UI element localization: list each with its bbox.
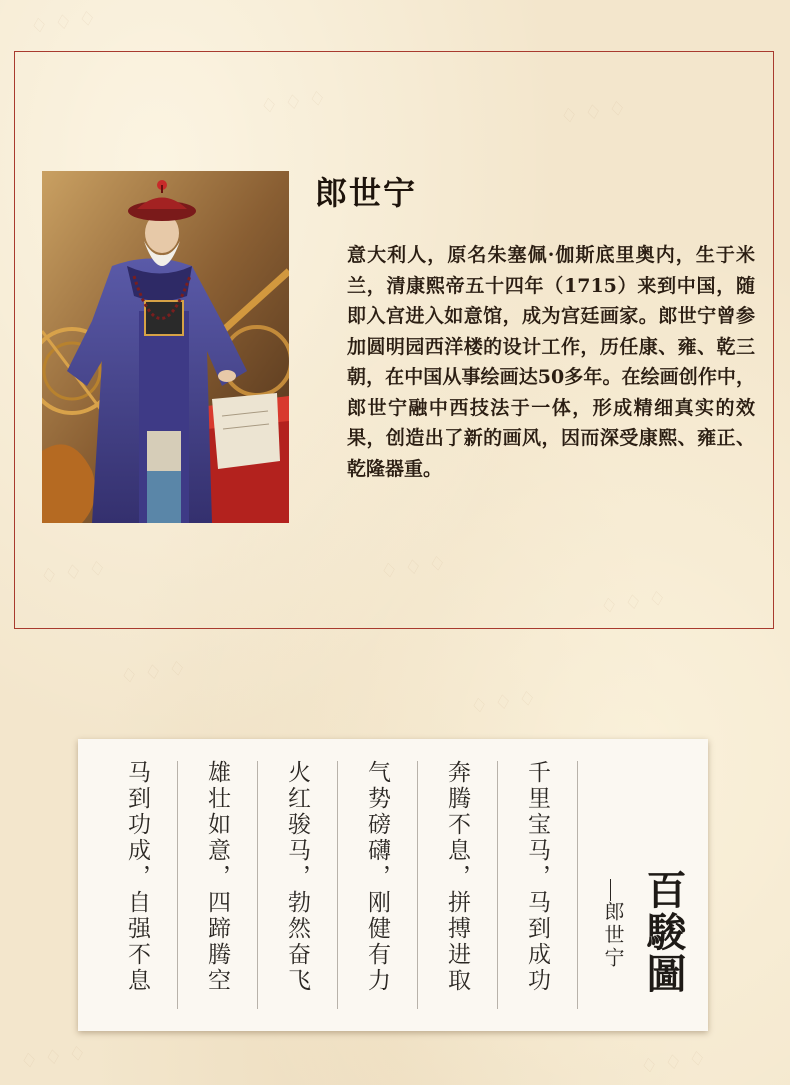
column-divider [497, 761, 498, 1009]
bio-paragraph: 意大利人，原名朱塞佩·伽斯底里奥内，生于米兰，清康熙帝五十四年（1715）来到中国，随即入宫进入如意馆，成为宫廷画家。郎世宁曾参加圆明园西洋楼的设计工作，历任康、雍、乾三朝，在中国从事绘画达50多年。在绘画创作中，郎世宁融中西技法于一体，形成精细真实的效果，创造出了新的画风，因而深受康熙、雍正、乾隆器重。 [347, 244, 755, 480]
poem-title: 百駿圖 [640, 869, 687, 995]
column-divider [417, 761, 418, 1009]
poem-card [78, 739, 708, 1031]
poem-author: 郎世宁 [601, 901, 625, 970]
poem-line-5: 雄壮如意，四蹄腾空 [204, 760, 230, 994]
person-name: 郎世宁 [315, 174, 418, 212]
poem-line-6: 马到功成，自强不息 [124, 760, 150, 994]
portrait-image [42, 171, 289, 523]
column-divider [577, 761, 578, 1009]
poem-line-1: 千里宝马，马到成功 [524, 760, 550, 994]
column-divider [337, 761, 338, 1009]
poem-line-2: 奔腾不息，拼搏进取 [444, 760, 470, 994]
poem-line-4: 火红骏马，勃然奋飞 [284, 760, 310, 994]
poem-line-3: 气势磅礴，刚健有力 [364, 760, 390, 994]
author-dash [610, 879, 611, 901]
column-divider [177, 761, 178, 1009]
column-divider [257, 761, 258, 1009]
